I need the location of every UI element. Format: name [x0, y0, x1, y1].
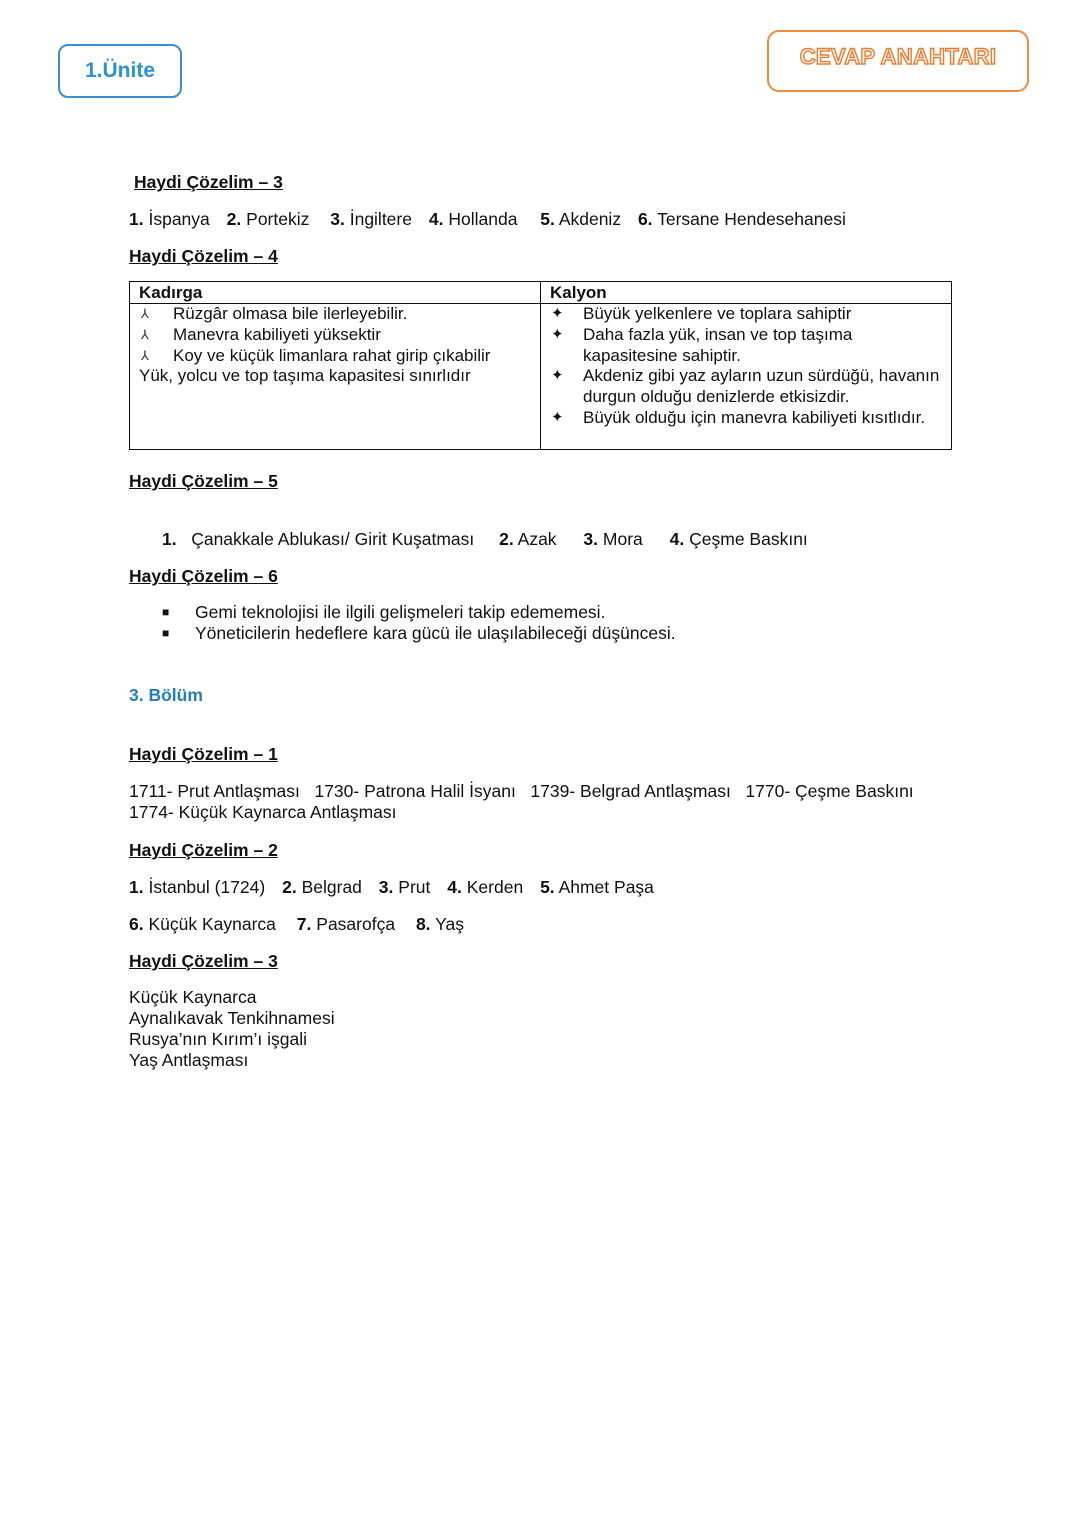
answer-item: 1. Çanakkale Ablukası/ Girit Kuşatması	[162, 529, 475, 549]
arrow-bullet-icon: ⅄	[141, 347, 149, 363]
list-item: ✦ Büyük yelkenlere ve toplara sahiptir	[551, 304, 852, 323]
table-cell-kadirga	[130, 304, 541, 450]
answer-row-s6-2	[129, 913, 959, 935]
arrow-bullet-icon: ⅄	[141, 326, 149, 342]
list-item: ✦ Daha fazla yük, insan ve top taşıma kapasitesine sahiptir.	[551, 324, 853, 365]
answer-item: 3. Prut	[378, 877, 431, 897]
timeline-line: 1711- Prut Antlaşması 1730- Patrona Halil İsyanı 1739- Belgrad Antlaşması 1770- Çeşme Baskını	[129, 781, 914, 801]
square-bullet-icon: ■	[162, 605, 170, 619]
answer-line: Aynalıkavak Tenkihnamesi	[129, 1008, 335, 1028]
star-bullet-icon: ✦	[551, 367, 564, 385]
document-body	[129, 171, 959, 1071]
answer-lines	[129, 987, 959, 1071]
unit-badge: 1.Ünite	[58, 44, 182, 98]
heading-haydi-cozelim-4: Haydi Çözelim – 4	[129, 246, 278, 266]
heading-haydi-cozelim-3: Haydi Çözelim – 3	[134, 172, 283, 192]
answer-item: 4. Hollanda	[428, 209, 518, 229]
list-item: ⅄ Koy ve küçük limanlara rahat girip çıkabilir	[141, 345, 491, 365]
answer-row-s6-1	[129, 876, 959, 898]
timeline-text	[129, 781, 959, 823]
square-bullet-icon: ■	[162, 626, 170, 640]
answer-item: 2. Azak	[499, 529, 557, 549]
table-header-kalyon: Kalyon	[541, 282, 952, 304]
answer-item: 3. İngiltere	[330, 209, 412, 229]
answer-row-s3	[162, 528, 959, 550]
answer-key-badge: CEVAP ANAHTARI	[767, 30, 1029, 92]
heading-haydi-cozelim-5: Haydi Çözelim – 5	[129, 471, 278, 491]
heading-haydi-cozelim-2: Haydi Çözelim – 2	[129, 840, 278, 860]
arrow-bullet-icon: ⅄	[141, 306, 149, 321]
answer-item: 8. Yaş	[415, 914, 464, 934]
list-item: ■ Yöneticilerin hedeflere kara gücü ile ulaşılabileceği düşüncesi.	[162, 623, 676, 643]
timeline-line: 1774- Küçük Kaynarca Antlaşması	[129, 802, 397, 822]
heading-haydi-cozelim-3-b: Haydi Çözelim – 3	[129, 951, 278, 971]
answer-line: Rusya’nın Kırım’ı işgali	[129, 1029, 307, 1049]
star-bullet-icon: ✦	[551, 325, 564, 343]
answer-item: 6. Küçük Kaynarca	[129, 914, 276, 934]
answer-item: 2. Belgrad	[282, 877, 362, 897]
list-item: ■ Gemi teknolojisi ile ilgili gelişmeleri takip edememesi.	[162, 602, 606, 622]
heading-haydi-cozelim-6: Haydi Çözelim – 6	[129, 566, 278, 586]
table-header-kadirga: Kadırga	[130, 282, 541, 304]
bullet-list	[129, 602, 959, 644]
answer-item: 2. Portekiz	[226, 209, 310, 229]
star-bullet-icon: ✦	[551, 408, 564, 426]
answer-item: 6. Tersane Hendesehanesi	[637, 209, 846, 229]
list-item: ⅄ Rüzgâr olmasa bile ilerleyebilir.	[141, 304, 408, 323]
table-cell-kalyon	[541, 304, 952, 450]
answer-item: 5. Ahmet Paşa	[540, 877, 654, 897]
answer-line: Yaş Antlaşması	[129, 1050, 249, 1070]
list-item: ✦ Akdeniz gibi yaz ayların uzun sürdüğü, havanın durgun olduğu denizlerde etkisizdir.	[551, 366, 940, 407]
heading-haydi-cozelim-1: Haydi Çözelim – 1	[129, 744, 278, 764]
answer-item: 4. Kerden	[447, 877, 524, 897]
list-item-plain: Yük, yolcu ve top taşıma kapasitesi sınırlıdır	[139, 366, 471, 386]
answer-item: 5. Akdeniz	[540, 209, 622, 229]
list-item: ✦ Büyük olduğu için manevra kabiliyeti kısıtlıdır.	[551, 407, 926, 427]
answer-item: 3. Mora	[583, 529, 643, 549]
answer-item: 1. İspanya	[129, 209, 210, 229]
star-bullet-icon: ✦	[551, 305, 564, 322]
answer-row-s1	[129, 208, 959, 230]
section-title: 3. Bölüm	[129, 685, 203, 705]
comparison-table	[129, 281, 952, 450]
answer-item: 7. Pasarofça	[296, 914, 396, 934]
answer-item: 4. Çeşme Baskını	[669, 529, 808, 549]
list-item: ⅄ Manevra kabiliyeti yüksektir	[141, 324, 381, 344]
answer-line: Küçük Kaynarca	[129, 987, 257, 1007]
answer-item: 1. İstanbul (1724)	[129, 877, 266, 897]
